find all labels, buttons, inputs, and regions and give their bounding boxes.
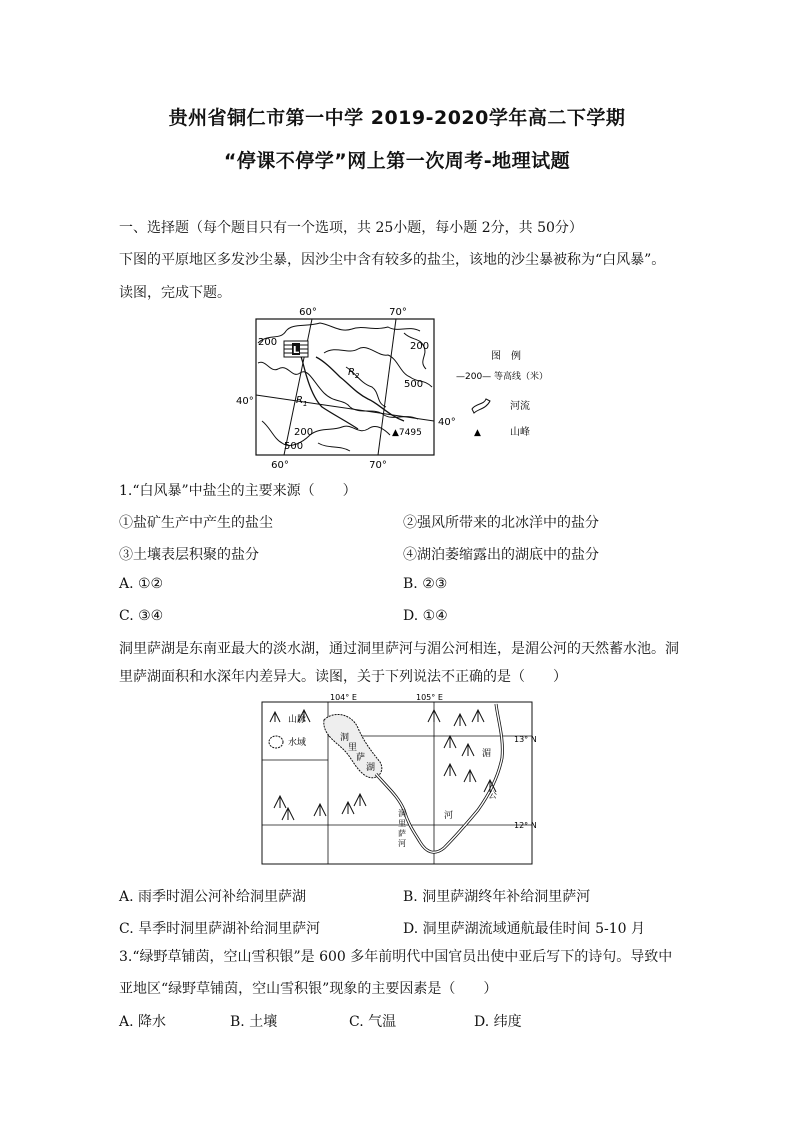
legend-contour: —200— 等高线（米）: [456, 372, 549, 382]
river-char-4: 河: [398, 839, 406, 848]
legend-river: 河流: [510, 401, 530, 412]
tonle-sap-map: [258, 692, 540, 870]
lon-top-right: 70°: [389, 307, 407, 318]
question3-option-b: B. 土壤: [230, 1014, 278, 1030]
question1-statement2: ②强风所带来的北冰洋中的盐分: [403, 515, 599, 531]
lat-right: 40°: [438, 417, 456, 428]
passage2-line1: 洞里萨湖是东南亚最大的淡水湖，通过洞里萨河与湄公河相连，是湄公河的天然蓄水池。洞: [119, 641, 679, 657]
question1-stem: 1.“白风暴”中盐尘的主要来源（ ）: [119, 483, 357, 499]
lake-char-4: 湖: [366, 763, 376, 773]
mekong-char-3: 河: [444, 811, 454, 821]
lon-top-left: 60°: [299, 307, 317, 318]
question2-option-b: B. 洞里萨湖终年补给洞里萨河: [403, 889, 591, 905]
contour-label-500: 500: [284, 441, 304, 452]
contour-line: [262, 421, 390, 445]
question2-option-a: A. 雨季时湄公河补给洞里萨湖: [119, 889, 307, 905]
lat-left: 40°: [236, 396, 254, 407]
question1-statement1: ①盐矿生产中产生的盐尘: [119, 515, 273, 531]
river-r1-label: $R_1$: [296, 395, 308, 408]
question1-statement3: ③土壤表层积聚的盐分: [119, 547, 259, 563]
legend-peak: 山峰: [510, 427, 530, 438]
legend-peak-icon: ▲: [474, 428, 481, 438]
question3-option-c: C. 气温: [349, 1014, 397, 1030]
central-asia-map: [228, 303, 568, 473]
mekong-river-inner: [376, 704, 502, 852]
passage2-line2: 里萨湖面积和水深年内差异大。读图，关于下列说法不正确的是（ ）: [119, 669, 567, 685]
mekong-char-1: 湄: [482, 749, 492, 759]
lon-bottom-right: 70°: [369, 460, 387, 471]
section-heading: 一、选择题（每个题目只有一个选项，共 25小题，每小题 2分，共 50分）: [119, 220, 583, 236]
lon-104-label: 104° E: [330, 693, 357, 702]
lon-105-label: 105° E: [416, 693, 443, 702]
question3-stem-line2: 亚地区“绿野草铺茵，空山雪积银”现象的主要因素是（ ）: [119, 981, 498, 997]
lake-label: L: [292, 345, 300, 356]
lake-char-1: 洞: [340, 733, 350, 743]
contour-label-200: 200: [258, 337, 278, 348]
document-title-line2: “停课不停学”网上第一次周考-地理试题: [223, 150, 571, 172]
river-r2-label: $R_2$: [348, 367, 360, 380]
question3-option-a: A. 降水: [119, 1014, 167, 1030]
mekong-river: [376, 704, 502, 852]
question1-option-c: C. ③④: [119, 608, 164, 624]
lat-12-label: 12° N: [514, 821, 537, 830]
legend-river-icon: [472, 399, 490, 413]
legend-water: 水域: [288, 738, 307, 748]
document-title-line1: 贵州省铜仁市第一中学 2019-2020学年高二下学期: [168, 107, 626, 129]
contour-line: [318, 443, 350, 451]
question1-option-a: A. ①②: [119, 576, 164, 592]
contour-label-200: 200: [294, 427, 314, 438]
legend-mountain-icon: [270, 712, 280, 722]
question1-statement4: ④湖泊萎缩露出的湖底中的盐分: [403, 547, 599, 563]
lat-13-label: 13° N: [514, 735, 537, 744]
passage1-line1: 下图的平原地区多发沙尘暴，因沙尘中含有较多的盐尘，该地的沙尘暴被称为“白风暴”。: [119, 252, 666, 268]
lon-bottom-left: 60°: [271, 460, 289, 471]
question1-option-d: D. ①④: [403, 608, 448, 624]
river-char-2: 里: [398, 819, 406, 828]
contour-label-200: 200: [410, 341, 430, 352]
contour-line: [258, 323, 420, 343]
river-char-3: 萨: [398, 829, 406, 838]
question2-option-d: D. 洞里萨湖流域通航最佳时间 5-10 月: [403, 921, 645, 937]
legend-title: 图 例: [491, 351, 521, 362]
lake-char-3: 萨: [356, 753, 366, 763]
mountains: [274, 710, 496, 820]
question2-option-c: C. 旱季时洞里萨湖补给洞里萨河: [119, 921, 321, 937]
contour-label-500: 500: [404, 379, 424, 390]
river-r1: [298, 349, 358, 429]
river-char-1: 洞: [398, 809, 406, 818]
question1-option-b: B. ②③: [403, 576, 448, 592]
lake-char-2: 里: [348, 743, 358, 753]
peak-marker: ▲7495: [392, 428, 422, 438]
legend-mountain: 山脉: [288, 715, 307, 725]
contour-line: [258, 362, 418, 419]
mekong-char-2: 公: [488, 791, 498, 801]
question3-option-d: D. 纬度: [474, 1014, 522, 1030]
question3-stem-line1: 3.“绿野草铺茵，空山雪积银”是 600 多年前明代中国官员出使中亚后写下的诗句。导致中: [119, 949, 673, 965]
legend-water-icon: [269, 736, 283, 748]
passage1-line2: 读图，完成下题。: [119, 285, 231, 301]
aral-lake: [284, 341, 308, 357]
